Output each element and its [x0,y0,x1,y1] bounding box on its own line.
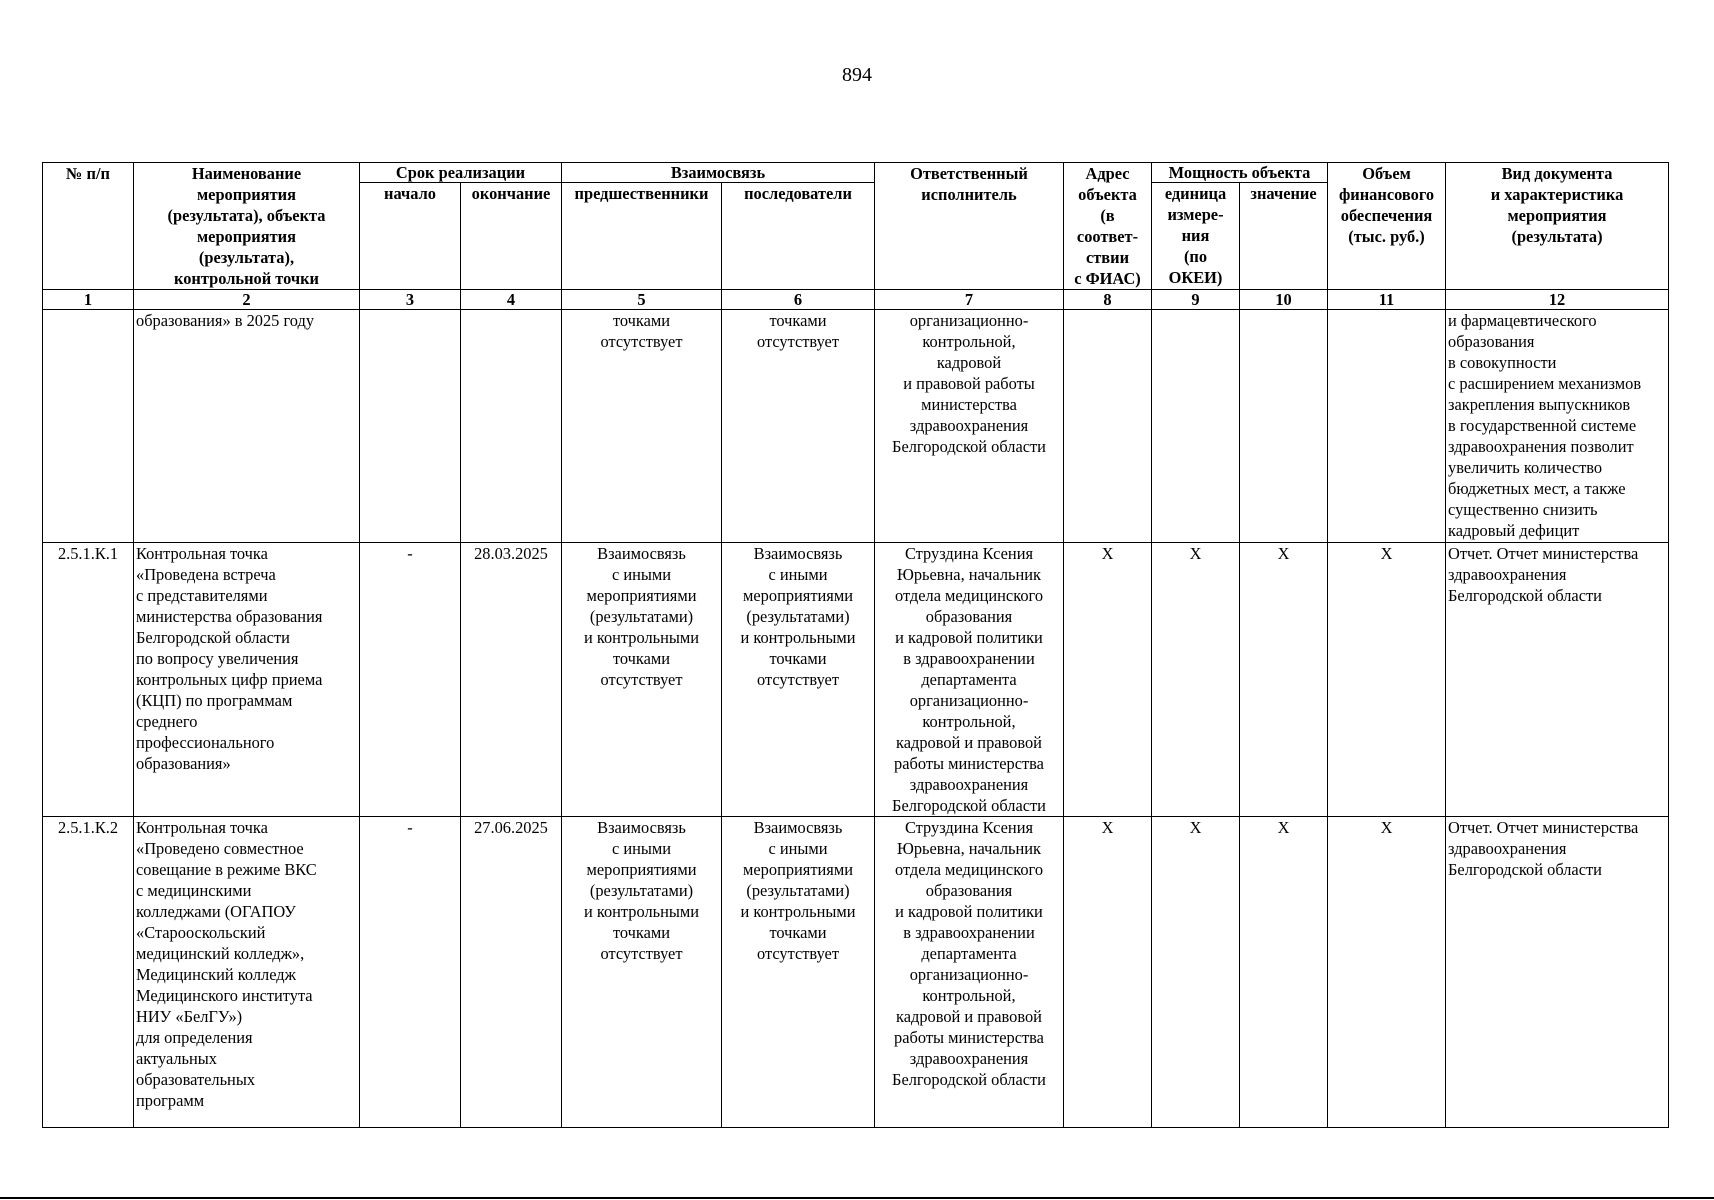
cell-start: - [360,817,461,1128]
cell-value: Х [1240,543,1328,817]
cell-successors: Взаимосвязь с иными мероприятиями (результатами) и контрольными точками отсутствует [722,817,875,1128]
cell-document: Отчет. Отчет министерства здравоохранения Белгородской области [1446,543,1669,817]
column-number: 12 [1446,290,1669,310]
cell-name: Контрольная точка «Проведена встреча с представителями министерства образования Белгородской области по вопросу увеличения контрольных цифр приема (КЦП) по программам среднего профессионального образования» [134,543,360,817]
cell-unit: Х [1152,817,1240,1128]
column-numbers-row [43,290,1669,310]
header-address: Адрес объекта (в соответ- ствии с ФИАС) [1064,163,1152,290]
cell-successors: Взаимосвязь с иными мероприятиями (результатами) и контрольными точками отсутствует [722,543,875,817]
cell-volume: Х [1328,543,1446,817]
cell-num [43,310,134,543]
column-number: 1 [43,290,134,310]
cell-end: 28.03.2025 [461,543,562,817]
header-end: окончание [461,183,562,290]
cell-name: образования» в 2025 году [134,310,360,543]
cell-name: Контрольная точка «Проведено совместное совещание в режиме ВКС с медицинскими колледжами (ОГАПОУ «Старооскольский медицинский колледж», Медицинский колледж Медицинского института НИУ «БелГУ») для определения актуальных образовательных программ [134,817,360,1128]
column-number: 9 [1152,290,1240,310]
bottom-rule [0,1197,1714,1199]
table-row [43,310,1669,543]
header-name: Наименование мероприятия (результата), объекта мероприятия (результата), контрольной точки [134,163,360,290]
cell-responsible: организационно- контрольной, кадровой и правовой работы министерства здравоохранения Белгородской области [875,310,1064,543]
header-num: № п/п [43,163,134,290]
header-volume: Объем финансового обеспечения (тыс. руб.) [1328,163,1446,290]
column-number: 3 [360,290,461,310]
header-start: начало [360,183,461,290]
cell-value [1240,310,1328,543]
cell-document: и фармацевтического образования в совокупности с расширением механизмов закрепления выпускников в государственной системе здравоохранения позволит увеличить количество бюджетных мест, а также существенно снизить кадровый дефицит [1446,310,1669,543]
cell-responsible: Струздина Ксения Юрьевна, начальник отдела медицинского образования и кадровой политики в здравоохранении департамента организационно- контрольной, кадровой и правовой работы министерства здравоохранения Белгородской области [875,543,1064,817]
cell-successors: точками отсутствует [722,310,875,543]
header-successors: последователи [722,183,875,290]
header-row-1 [43,163,1669,183]
header-capacity: Мощность объекта [1152,163,1328,183]
cell-address [1064,310,1152,543]
cell-num: 2.5.1.К.2 [43,817,134,1128]
cell-predecessors: Взаимосвязь с иными мероприятиями (результатами) и контрольными точками отсутствует [562,543,722,817]
column-number: 8 [1064,290,1152,310]
cell-start: - [360,543,461,817]
cell-address: Х [1064,817,1152,1128]
column-number: 2 [134,290,360,310]
header-term: Срок реализации [360,163,562,183]
column-number: 7 [875,290,1064,310]
column-number: 5 [562,290,722,310]
cell-value: Х [1240,817,1328,1128]
header-relation: Взаимосвязь [562,163,875,183]
cell-responsible: Струздина Ксения Юрьевна, начальник отдела медицинского образования и кадровой политики в здравоохранении департамента организационно- контрольной, кадровой и правовой работы министерства здравоохранения Белгородской области [875,817,1064,1128]
activities-table [42,162,1669,1128]
header-value: значение [1240,183,1328,290]
column-number: 6 [722,290,875,310]
cell-start [360,310,461,543]
cell-end: 27.06.2025 [461,817,562,1128]
header-predecessors: предшественники [562,183,722,290]
cell-predecessors: точками отсутствует [562,310,722,543]
table-row [43,543,1669,817]
column-number: 4 [461,290,562,310]
cell-volume: Х [1328,817,1446,1128]
cell-document: Отчет. Отчет министерства здравоохранения Белгородской области [1446,817,1669,1128]
column-number: 10 [1240,290,1328,310]
page-number: 894 [842,64,872,86]
cell-volume [1328,310,1446,543]
header-unit: единица измере- ния (по ОКЕИ) [1152,183,1240,290]
column-number: 11 [1328,290,1446,310]
cell-end [461,310,562,543]
cell-unit [1152,310,1240,543]
cell-num: 2.5.1.К.1 [43,543,134,817]
table-row [43,817,1669,1128]
cell-predecessors: Взаимосвязь с иными мероприятиями (результатами) и контрольными точками отсутствует [562,817,722,1128]
cell-unit: Х [1152,543,1240,817]
header-responsible: Ответственный исполнитель [875,163,1064,290]
cell-address: Х [1064,543,1152,817]
header-document: Вид документа и характеристика мероприятия (результата) [1446,163,1669,290]
